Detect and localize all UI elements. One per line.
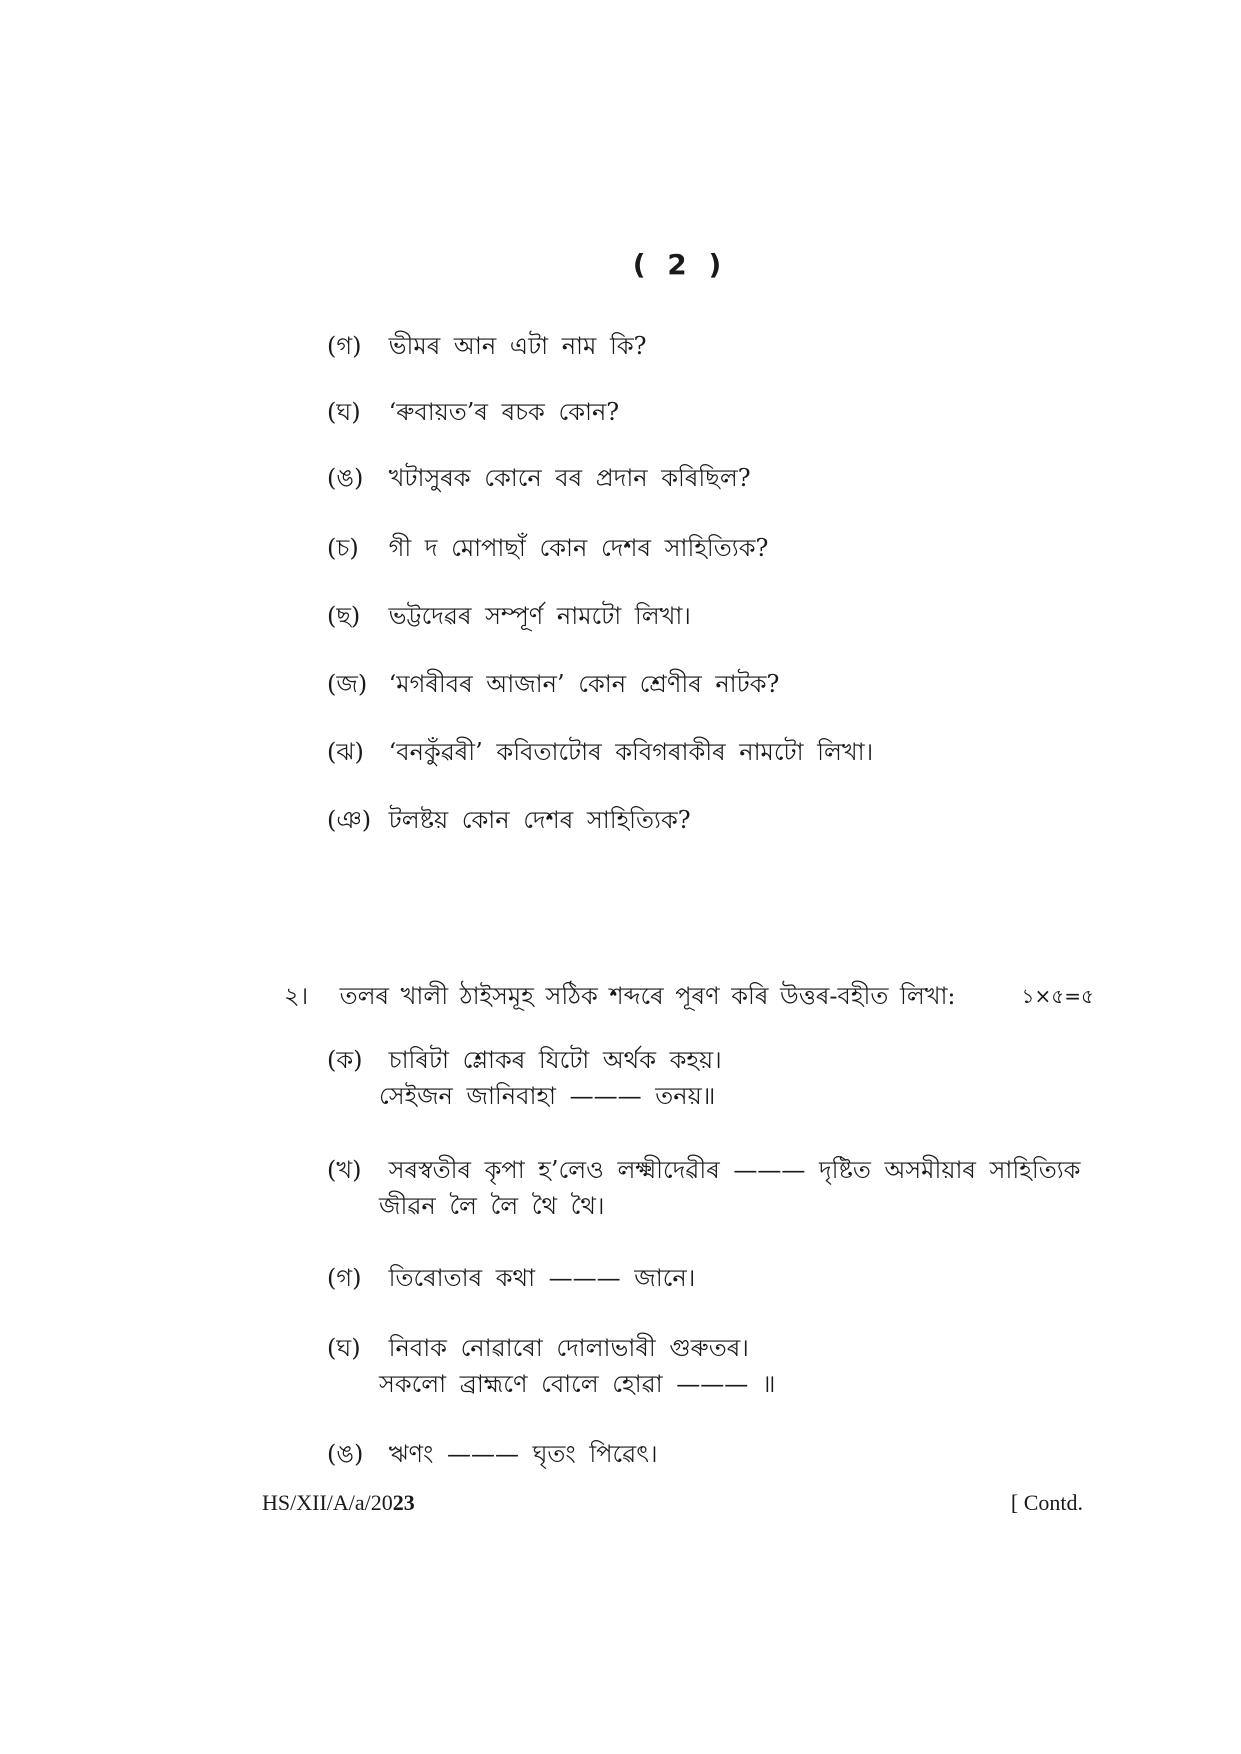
item-line-1: ঋণং ——— ঘৃতং পিৱেৎ। <box>388 1440 658 1468</box>
question-gha <box>327 394 619 430</box>
item-line-2: জীৱন লৈ লৈ থৈ থৈ। <box>379 1192 605 1220</box>
question-text: গী দ মোপাছাঁ কোন দেশৰ সাহিত্যিক? <box>388 534 769 562</box>
question-text: ‘ৰুবায়ত’ৰ ৰচক কোন? <box>388 398 620 426</box>
section-instruction: তলৰ খালী ঠাইসমূহ সঠিক শব্দৰে পূৰণ কৰি উত্তৰ-বহীত লিখা: <box>339 982 956 1010</box>
item-label: (গ) <box>327 1264 362 1292</box>
item-label: (ক) <box>327 1046 363 1074</box>
question-label: (ঞ) <box>327 806 372 834</box>
section-marks: ১×৫=৫ <box>1021 984 1094 1008</box>
question-jha <box>327 734 873 770</box>
question-label: (ছ) <box>327 602 361 630</box>
fill-blank-gha <box>327 1330 775 1402</box>
question-text: টলষ্টয় কোন দেশৰ সাহিত্যিক? <box>388 806 691 834</box>
item-line-2: সেইজন জানিবাহা ——— তনয়॥ <box>379 1082 716 1110</box>
item-line-1: সৰস্বতীৰ কৃপা হ’লেও লক্ষ্মীদেৱীৰ ——— দৃষ্টিত অসমীয়াৰ সাহিত্যিক <box>388 1156 1081 1184</box>
item-label: (খ) <box>327 1156 362 1184</box>
question-text: খটাসুৰক কোনে বৰ প্ৰদান কৰিছিল? <box>388 464 751 492</box>
question-text: ‘মগৰীবৰ আজান’ কোন শ্ৰেণীৰ নাটক? <box>388 670 780 698</box>
page-number: ( 2 ) <box>632 248 728 281</box>
item-line-1: তিৰোতাৰ কথা ——— জানে। <box>388 1264 696 1292</box>
item-line-1: নিবাক নোৱাৰো দোলাভাৰী গুৰুতৰ। <box>388 1334 749 1362</box>
item-label: (ঘ) <box>327 1334 361 1362</box>
fill-blank-ga <box>327 1260 695 1296</box>
section-number: ২। <box>284 982 309 1010</box>
question-text: ভীমৰ আন এটা নাম কি? <box>388 332 647 360</box>
paper-code-suffix: 23 <box>392 1490 415 1515</box>
question-nya <box>327 802 691 838</box>
fill-blank-ka <box>327 1042 722 1114</box>
question-label: (জ) <box>327 670 368 698</box>
question-label: (চ) <box>327 534 359 562</box>
question-ga <box>327 328 647 364</box>
question-chha <box>327 598 691 634</box>
fill-blank-nga <box>327 1436 658 1472</box>
question-text: ভট্টদেৱৰ সম্পূৰ্ণ নামটো লিখা। <box>388 602 691 630</box>
item-line-2: সকলো ব্ৰাহ্মণে বোলে হোৱা ——— ॥ <box>379 1370 776 1398</box>
paper-code-prefix: HS/XII/A/a/20 <box>262 1490 393 1515</box>
section-2-heading <box>284 978 1094 1014</box>
question-text: ‘বনকুঁৱৰী’ কবিতাটোৰ কবিগৰাকীৰ নামটো লিখা। <box>388 738 874 766</box>
fill-blank-kha <box>327 1152 1080 1224</box>
question-label: (ঘ) <box>327 398 361 426</box>
question-label: (ঙ) <box>327 464 364 492</box>
question-cha <box>327 530 768 566</box>
continued-note: [ Contd. <box>1010 1490 1083 1515</box>
question-label: (ঝ) <box>327 738 364 766</box>
paper-code <box>262 1490 415 1516</box>
item-label: (ঙ) <box>327 1440 364 1468</box>
item-line-1: চাৰিটা শ্লোকৰ যিটো অৰ্থক কহয়। <box>388 1046 722 1074</box>
question-ja <box>327 666 779 702</box>
question-label: (গ) <box>327 332 362 360</box>
question-nga <box>327 460 751 496</box>
